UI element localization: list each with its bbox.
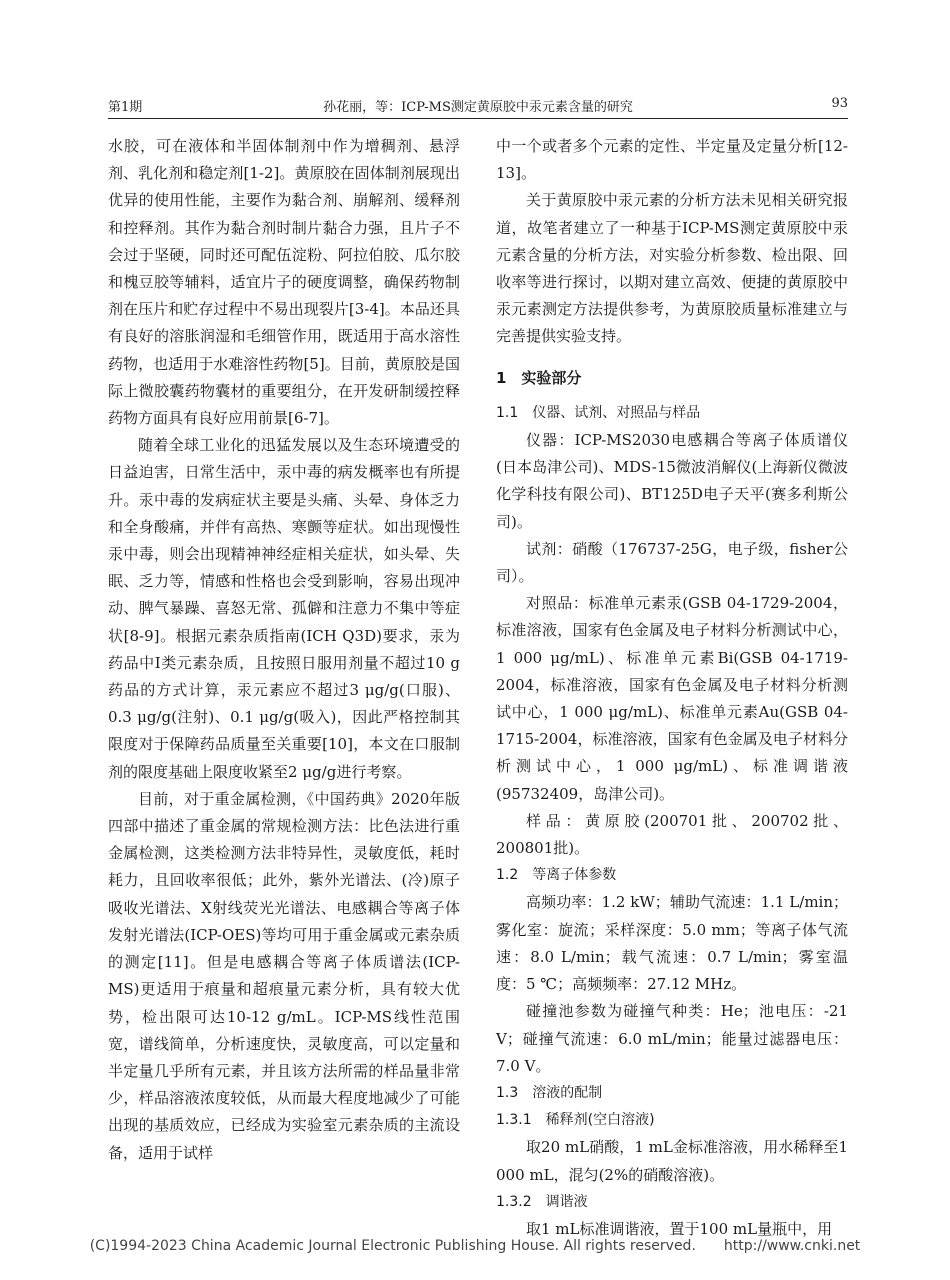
paragraph: 取1 mL标准调谐液，置于100 mL量瓶中，用 bbox=[526, 1219, 833, 1238]
subsection-heading: 1.3 溶液的配制 bbox=[496, 1084, 603, 1101]
subsubsection-heading: 1.3.1 稀释剂(空白溶液) bbox=[496, 1112, 655, 1129]
subsection-heading: 1.1 仪器、试剂、对照品与样品 bbox=[496, 404, 701, 421]
paragraph: 关于黄原胶中汞元素的分析方法未见相关研究报道，故笔者建立了一种基于ICP-MS测定黄原胶中汞元素含量的分析方法，对实验分析参数、检出限、回收率等进行探讨，以期对建立高效、便捷的黄原胶中汞元素测定方法提供参考，为黄原胶质量标准建立与完善提供实验支持。 bbox=[496, 191, 848, 346]
paragraph: 随着全球工业化的迅猛发展以及生态环境遭受的日益迫害，日常生活中，汞中毒的病发概率也有所提升。汞中毒的发病症状主要是头痛、头晕、身体乏力和全身酸痛，并伴有高热、寒颤等症状。如出现慢性汞中毒，则会出现精神神经症相关症状，如头晕、失眠、乏力等，情感和性格也会受到影响，容易出现冲动、脾气暴躁、喜怒无常、孤僻和注意力不集中等症状[8-9]。根据元素杂质指南(ICH Q3D)要求，汞为药品中Ⅰ类元素杂质，且按照日服用剂量不超过10 g药品的方式计算，汞元素应不超过3 μg/g(口服)、0.3 μg/g(注射)、0.1 μg/g(吸入)，因此严格控制其限度对于保障药品质量至关重要[10]，本文在口服制剂的限度基础上限度收紧至2 μg/g进行考察。 bbox=[108, 436, 460, 781]
paragraph: 仪器：ICP-MS2030电感耦合等离子体质谱仪(日本岛津公司)、MDS-15微波消解仪(上海新仪微波化学科技有限公司)、BT125D电子天平(赛多利斯公司)。 bbox=[496, 431, 848, 531]
paragraph: 碰撞池参数为碰撞气种类：He；池电压：-21 V；碰撞气流速：6.0 mL/min；能量过滤器电压：7.0 V。 bbox=[496, 1002, 848, 1075]
header-rule bbox=[108, 118, 848, 119]
paragraph: 目前，对于重金属检测，《中国药典》2020年版四部中描述了重金属的常规检测方法：比色法进行重金属检测，这类检测方法非特异性，灵敏度低，耗时耗力，且回收率很低；此外，紫外光谱法、(冷)原子吸收光谱法、X射线荧光光谱法、电感耦合等离子体发射光谱法(ICP-OES)等均可用于重金属或元素杂质的测定[11]。但是电感耦合等离子体质谱法(ICP-MS)更适用于痕量和超痕量元素分析，具有较大优势，检出限可达10-12 g/mL。ICP-MS线性范围宽，谱线简单，分析速度快，灵敏度高，可以定量和半定量几乎所有元素，并且该方法所需的样品量非常少，样品溶液浓度较低，从而最大程度地减少了可能出现的基质效应，已经成为实验室元素杂质的主流设备，适用于试样 bbox=[108, 789, 460, 1162]
left-column bbox=[108, 133, 460, 1167]
issue-number: 第1期 bbox=[108, 100, 143, 115]
running-header bbox=[108, 92, 848, 116]
subsubsection-heading: 1.3.2 调谐液 bbox=[496, 1193, 588, 1210]
paragraph: 对照品：标准单元素汞(GSB 04-1729-2004，标准溶液，国家有色金属及电子材料分析测试中心，1 000 μg/mL)、标准单元素Bi(GSB 04-1719-2004，标准溶液，国家有色金属及电子材料分析测试中心，1 000 μg/mL)、标准单元素Au(GSB 04-1715-2004，标准溶液，国家有色金属及电子材料分析测试中心，1 000 μg/mL)、标准调谐液(95732409，岛津公司)。 bbox=[496, 594, 848, 803]
right-column bbox=[496, 133, 848, 1243]
paragraph: 水胶，可在液体和半固体制剂中作为增稠剂、悬浮剂、乳化剂和稳定剂[1-2]。黄原胶在固体制剂展现出优异的使用性能，主要作为黏合剂、崩解剂、缓释剂和控释剂。其作为黏合剂时制片黏合力强，且片子不会过于坚硬，同时还可配伍淀粉、阿拉伯胶、瓜尔胶和槐豆胶等辅料，适宜片子的硬度调整，确保药物制剂在压片和贮存过程中不易出现裂片[3-4]。本品还具有良好的溶胀润湿和毛细管作用，既适用于高水溶性药物，也适用于水难溶性药物[5]。目前，黄原胶是国际上微胶囊药物囊材的重要组分，在开发研制缓控释药物方面具有良好应用前景[6-7]。 bbox=[108, 137, 460, 428]
copyright-footer: (C)1994-2023 China Academic Journal Electronic Publishing House. All rights reserved. http://www.cnki.net bbox=[89, 1238, 861, 1254]
subsection-heading: 1.2 等离子体参数 bbox=[496, 867, 617, 884]
paragraph: 取20 mL硝酸，1 mL金标准溶液，用水稀释至1 000 mL，混匀(2%的硝酸溶液)。 bbox=[496, 1138, 848, 1184]
paragraph: 高频功率：1.2 kW；辅助气流速：1.1 L/min；雾化室：旋流；采样深度：5.0 mm；等离子体气流速：8.0 L/min；载气流速：0.7 L/min；雾室温度：5 ℃；高频频率：27.12 MHz。 bbox=[496, 893, 848, 994]
paragraph: 中一个或者多个元素的定性、半定量及定量分析[12-13]。 bbox=[496, 137, 848, 183]
section-heading: 1 实验部分 bbox=[496, 368, 582, 387]
paragraph: 试剂：硝酸（176737-25G，电子级，fisher公司）。 bbox=[496, 539, 848, 586]
paragraph: 样品：黄原胶(200701批、200702批、200801批)。 bbox=[496, 811, 848, 858]
page-number: 93 bbox=[831, 96, 848, 111]
running-title: 孙花丽，等：ICP-MS测定黄原胶中汞元素含量的研究 bbox=[323, 100, 633, 115]
